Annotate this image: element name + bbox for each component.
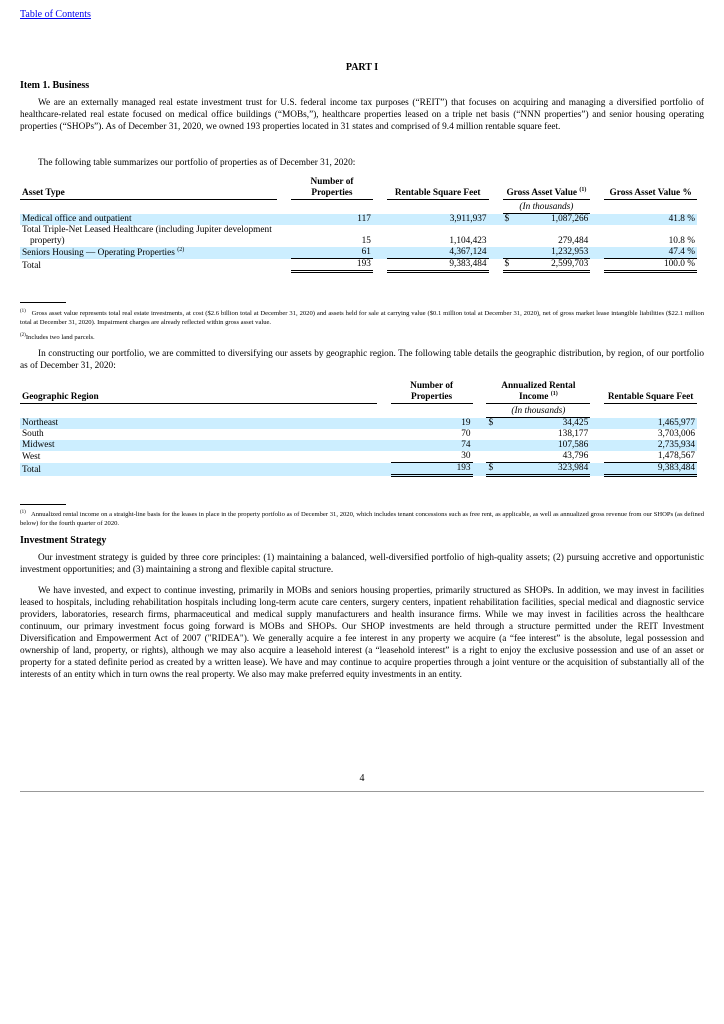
- asset-footnote-1: [20, 307, 704, 327]
- pct-cell: 10.8 %: [668, 236, 695, 246]
- header-number-of-properties: Number of Properties: [391, 381, 473, 404]
- footnote-divider: [20, 302, 66, 303]
- header-rentable-square-feet: Rentable Square Feet: [604, 381, 697, 404]
- region-cell: South: [22, 429, 44, 439]
- header-asset-type: Asset Type: [20, 177, 277, 200]
- header-gross-asset-value-label: Gross Asset Value: [506, 188, 578, 198]
- dollar-sign: [503, 225, 515, 247]
- total-sqft: 9,383,484: [604, 463, 697, 476]
- asset-type-table: [20, 177, 697, 273]
- asset-type-cell: [20, 225, 277, 247]
- part-title: PART I: [345, 62, 379, 73]
- geo-footnote-1: [20, 508, 704, 528]
- sqft-cell: 4,367,124: [387, 247, 489, 259]
- income-cell: 107,586: [498, 440, 590, 451]
- region-cell: West: [22, 451, 41, 462]
- footnote-marker: (2): [20, 333, 26, 338]
- properties-cell: 74: [391, 440, 473, 451]
- asset-type-label: Total Triple-Net Leased Healthcare (including Jupiter development property): [22, 225, 272, 246]
- sqft-cell: 3,911,937: [387, 214, 489, 226]
- value-cell: 279,484: [558, 236, 589, 246]
- total-pct: 100.0 %: [604, 259, 697, 272]
- properties-cell: 19: [391, 418, 473, 430]
- strategy-paragraph-2: We have invested, and expect to continue investing, primarily in MOBs and seniors housing properties, primarily structured as SHOPs. In addition, we may invest in facilities leased to hospitals, including rehabilitation hospitals including long-term acute care centers, surgery centers, inpatient rehabilitation facilities, special medical and diagnostic service providers, laboratories, research firms, pharmaceutical and medical supply manufacturers and health insurance firms. While we may invest in facilities across the healthcare continuum, our primary investment focus going forward is MOBs and SHOPs. Our SHOP investments are held through a structure permitted under the REIT Investment Diversification and Empowerment Act of 2007 ("RIDEA"). We generally acquire a fee interest in any property we acquire (a “fee interest” is the absolute, legal possession and ownership of land, property, or rights), although we may also acquire a leasehold interest (a “leasehold interest” is a right to enjoy the exclusive possession and use of an asset or property for a stated definite period as created by a written lease). We have and may continue to acquire properties through a joint venture or the acquisition of substantially all of the interests of an entity which in turn owns the real property. We also may make preferred equity investments in an entity.: [20, 586, 704, 680]
- income-cell: 138,177: [558, 429, 589, 439]
- dollar-sign: $: [486, 418, 498, 430]
- table-row: [20, 451, 697, 463]
- header-gross-asset-value: [503, 177, 591, 200]
- sqft-cell: 1,478,567: [604, 451, 697, 463]
- header-rentable-square-feet: Rentable Square Feet: [387, 177, 489, 200]
- properties-cell: 117: [291, 214, 373, 226]
- properties-cell: 30: [391, 451, 473, 463]
- item-heading: Item 1. Business: [20, 80, 90, 91]
- sqft-cell: 2,735,934: [604, 440, 697, 451]
- table-row: [20, 247, 697, 259]
- footnote-marker: (1): [20, 309, 26, 314]
- dollar-sign: [503, 247, 515, 259]
- table-row: [20, 440, 697, 451]
- dollar-sign: $: [503, 214, 515, 226]
- header-gross-asset-value-pct: Gross Asset Value %: [604, 177, 697, 200]
- asset-type-cell: [20, 247, 277, 259]
- header-geographic-region: Geographic Region: [20, 381, 377, 404]
- region-cell: Northeast: [20, 418, 377, 430]
- footnote-divider: [20, 504, 66, 505]
- income-cell: 43,796: [498, 451, 590, 463]
- properties-cell: 15: [361, 236, 371, 246]
- income-cell: 34,425: [498, 418, 590, 430]
- value-cell: 1,087,266: [514, 214, 590, 226]
- asset-type-cell: Medical office and outpatient: [20, 214, 277, 226]
- geo-intro-paragraph: In constructing our portfolio, we are committed to diversifying our assets by geographic region. The following table details the geographic distribution, by region, of our portfolio as of December 31, 2020:: [20, 349, 704, 371]
- dollar-sign: [486, 440, 498, 451]
- footnote-text: Annualized rental income on a straight-line basis for the leases in place in the property portfolio as of December 31, 2020, which includes tenant concessions such as free rent, as applicable, as well as annualized gross revenue from our SHOPs (as defined below) for the fourth quarter of 2020.: [20, 511, 704, 528]
- table-total-row: [20, 463, 697, 476]
- footnote-marker: (1): [550, 390, 558, 397]
- total-sqft: 9,383,484: [387, 259, 489, 272]
- sqft-cell: 1,104,423: [449, 236, 487, 246]
- sqft-cell: 3,703,006: [657, 429, 695, 439]
- header-income-label: Annualized Rental Income: [501, 381, 576, 402]
- investment-strategy-heading: Investment Strategy: [20, 535, 107, 546]
- sqft-cell: 1,465,977: [604, 418, 697, 430]
- total-value: 2,599,703: [514, 259, 590, 272]
- dollar-sign: [486, 451, 498, 463]
- header-number-of-properties: Number of Properties: [291, 177, 373, 200]
- asset-type-label: Seniors Housing — Operating Properties: [22, 247, 175, 258]
- dollar-sign: $: [503, 259, 515, 272]
- table-of-contents-link[interactable]: Table of Contents: [20, 9, 91, 20]
- table-row: [20, 214, 697, 226]
- table-row: [20, 225, 697, 247]
- table-intro-paragraph: The following table summarizes our portfolio of properties as of December 31, 2020:: [38, 158, 356, 168]
- footnote-text: Includes two land parcels.: [25, 334, 95, 342]
- units-label: (In thousands): [503, 200, 591, 214]
- total-label: Total: [20, 463, 377, 476]
- asset-footnote-2: [20, 331, 704, 342]
- table-row: [20, 418, 697, 430]
- total-properties: 193: [291, 259, 373, 272]
- dollar-sign: $: [486, 463, 498, 476]
- footnote-text: Gross asset value represents total real estate investments, at cost ($2.6 billion total at December 31, 2020) and assets held for sale at carrying value ($0.1 million total at December 31, 2020), net of gross market lease intangible liabilities ($22.1 million total at December 31, 2020). Impairment charges are already reflected within gross asset value.: [20, 310, 704, 327]
- footnote-marker: (2): [177, 246, 185, 253]
- properties-cell: 61: [291, 247, 373, 259]
- pct-cell: 41.8 %: [604, 214, 697, 226]
- value-cell: 1,232,953: [514, 247, 590, 259]
- dollar-sign: [486, 429, 498, 440]
- region-cell: Midwest: [20, 440, 377, 451]
- pct-cell: 47.4 %: [604, 247, 697, 259]
- page-number: 4: [359, 773, 365, 784]
- table-total-row: [20, 259, 697, 272]
- geographic-region-table: [20, 381, 697, 477]
- total-properties: 193: [391, 463, 473, 476]
- properties-cell: 70: [461, 429, 471, 439]
- units-label: (In thousands): [486, 404, 590, 418]
- total-label: Total: [22, 260, 41, 271]
- total-income: 323,984: [498, 463, 590, 476]
- strategy-paragraph-1: Our investment strategy is guided by three core principles: (1) maintaining a balanced, well-diversified portfolio of high-quality assets; (2) pursuing accretive and opportunistic investment opportunities; and (3) maintaining a strong and flexible capital structure.: [20, 553, 704, 575]
- header-annualized-rental-income: [486, 381, 590, 404]
- footnote-marker: (1): [20, 510, 26, 515]
- intro-paragraph: We are an externally managed real estate investment trust for U.S. federal income tax purposes (“REIT”) that focuses on acquiring and managing a diversified portfolio of healthcare-related real estate focused on medical office buildings (“MOBs,”), healthcare properties leased on a triple net basis (“NNN properties”) and senior housing operating properties (“SHOPs”). As of December 31, 2020, we owned 193 properties located in 31 states and comprised of 9.4 million rentable square feet.: [20, 98, 704, 132]
- table-row: [20, 429, 697, 440]
- footnote-marker: (1): [579, 186, 587, 193]
- page-bottom-divider: [20, 791, 704, 792]
